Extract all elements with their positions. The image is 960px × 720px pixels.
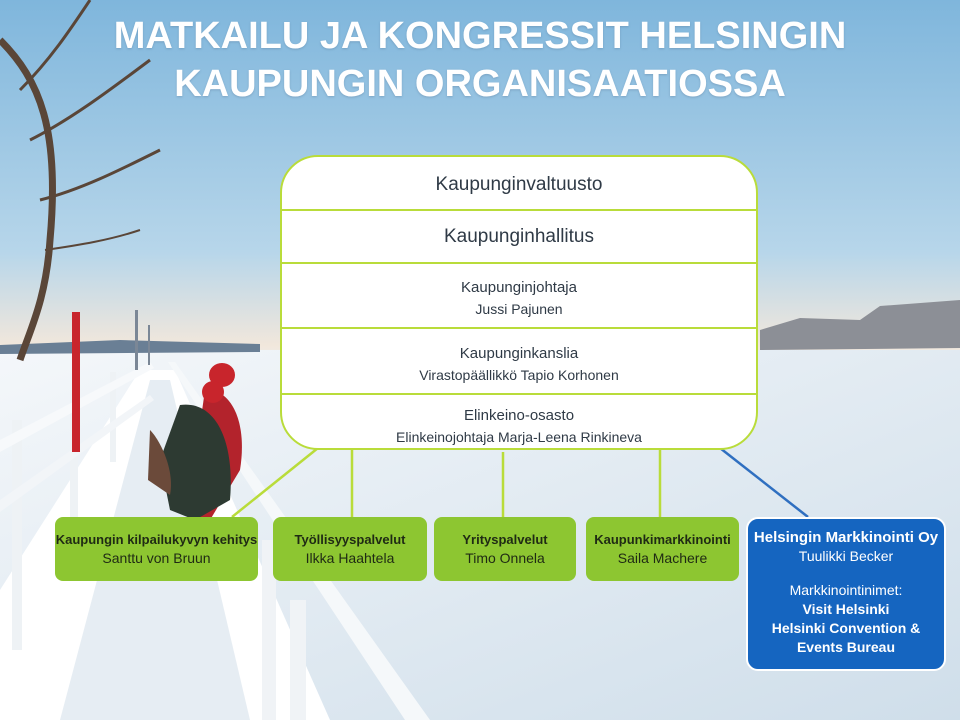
divider-4 <box>282 393 756 395</box>
unit-kaupunkimarkkinointi <box>586 517 739 581</box>
unit-person: Saila Machere <box>617 550 708 566</box>
divider-2 <box>282 262 756 264</box>
unit-person: Timo Onnela <box>465 550 545 566</box>
slide-title-line-1: MATKAILU JA KONGRESSIT HELSINGIN <box>113 15 847 57</box>
unit-name: Kaupungin kilpailukyvyn kehitys <box>55 532 258 547</box>
slide-title <box>20 12 940 108</box>
city-office-title: Kaupunginkanslia <box>459 345 579 362</box>
unit-kilpailukyky <box>55 517 258 581</box>
unit-name: Yrityspalvelut <box>462 532 548 547</box>
city-council-label: Kaupunginvaltuusto <box>435 174 603 195</box>
city-organisation-box <box>280 155 758 450</box>
unit-person: Santtu von Bruun <box>102 550 211 566</box>
unit-name: Kaupunkimarkkinointi <box>594 532 731 547</box>
divider-3 <box>282 327 756 329</box>
mayor-name: Jussi Pajunen <box>475 301 563 317</box>
economic-department-title: Elinkeino-osasto <box>463 407 575 424</box>
city-board-label: Kaupunginhallitus <box>443 226 594 247</box>
helsinki-marketing-company <box>746 517 946 671</box>
company-brands-label: Markkinointinimet: <box>789 582 903 598</box>
company-name: Helsingin Markkinointi Oy <box>753 529 939 546</box>
company-brand-convention-line-2: Events Bureau <box>796 639 896 655</box>
company-brand-visit-helsinki: Visit Helsinki <box>802 601 890 617</box>
slide-title-line-2: KAUPUNGIN ORGANISAATIOSSA <box>174 63 786 105</box>
mayor-title: Kaupunginjohtaja <box>461 279 577 296</box>
economic-department-person: Elinkeinojohtaja Marja-Leena Rinkineva <box>396 429 642 445</box>
company-person: Tuulikki Becker <box>798 548 894 564</box>
city-office-person: Virastopäällikkö Tapio Korhonen <box>419 367 619 383</box>
unit-yrityspalvelut <box>434 517 576 581</box>
unit-person: Ilkka Haahtela <box>305 550 395 566</box>
unit-name: Työllisyyspalvelut <box>294 532 406 547</box>
unit-tyollisyyspalvelut <box>273 517 427 581</box>
divider-1 <box>282 209 756 211</box>
company-brand-convention-line-1: Helsinki Convention & <box>771 620 921 636</box>
